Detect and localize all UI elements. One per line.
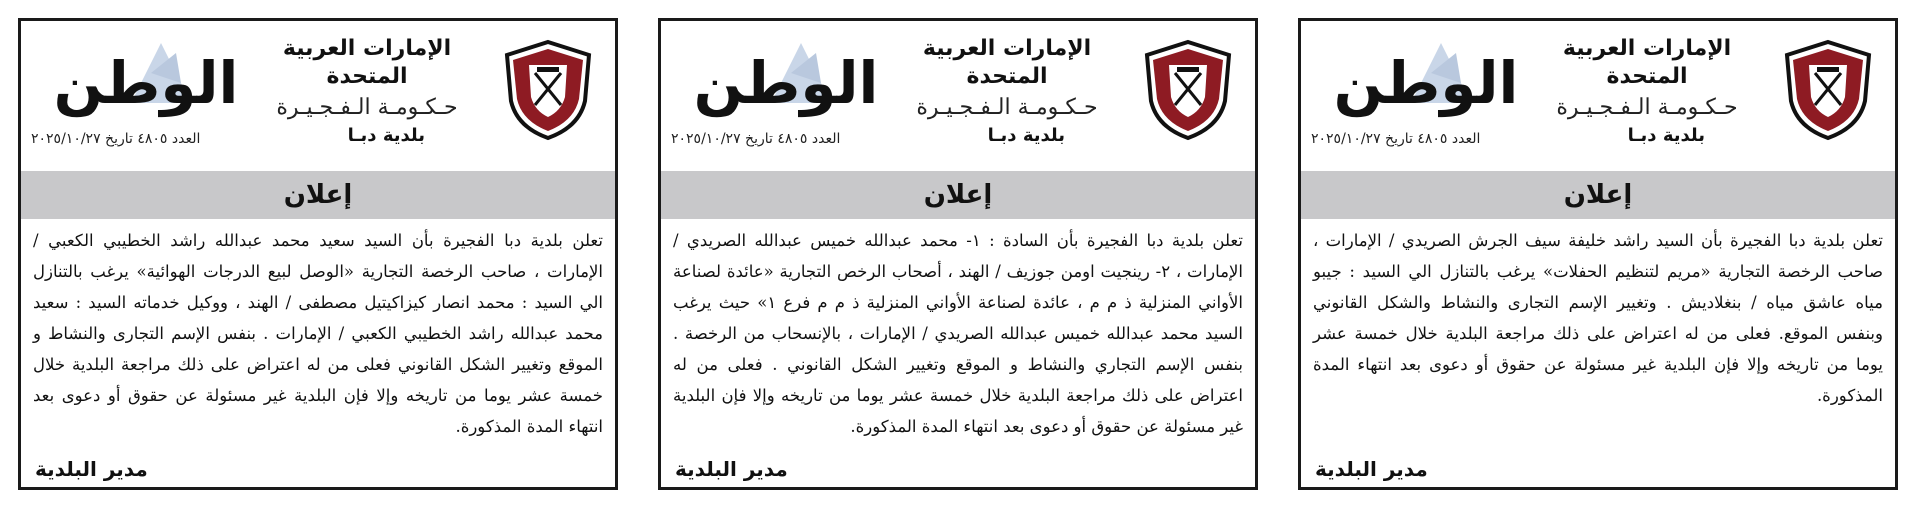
notice-title: إعلان [923,180,993,210]
municipality-name: بلدية دبـا [347,125,425,146]
municipality-name: بلدية دبـا [1627,125,1705,146]
government-name: حـكـومـة الـفـجـيـرة [276,95,458,120]
fujairah-emblem-icon [1783,39,1873,141]
fujairah-emblem-icon [503,39,593,141]
newspaper-logo [691,37,881,133]
signature: مدير البلدية [675,457,788,481]
government-name: حـكـومـة الـفـجـيـرة [916,95,1098,120]
newspaper-logo [51,37,241,133]
title-band [1301,171,1895,219]
notice-2 [658,18,1258,490]
government-block [247,35,487,125]
title-band [21,171,615,219]
municipality-name: بلدية دبـا [987,125,1065,146]
notice-title: إعلان [1563,180,1633,210]
notice-header [661,21,1255,171]
country-name: الإمارات العربية المتحدة [922,36,1092,89]
government-block [887,35,1127,125]
newspaper-name: الوطن [693,49,879,117]
government-block [1527,35,1767,125]
fujairah-emblem-icon [1143,39,1233,141]
title-band [661,171,1255,219]
country-name: الإمارات العربية المتحدة [282,36,452,89]
issue-line: العدد ٤٨٠٥ تاريخ ٢٠٢٥/١٠/٢٧ [31,131,201,147]
newspaper-logo [1331,37,1521,133]
notice-body: تعلن بلدية دبا الفجيرة بأن السيد راشد خليفة سيف الجرش الصريدي / الإمارات ، صاحب الرخصة التجارية «مريم لتنظيم الحفلات» يرغب بالتنازل الي السيد : جيبو مياه عاشق مياه / بنغلاديش . وتغيير الإسم التجارى والنشاط والشكل القانوني وبنفس الموقع. فعلى من له اعتراض على ذلك مراجعة البلدية خلال خمسة عشر يوما من تاريخه وإلا فإن البلدية غير مسئولة عن حقوق أو دعوى بعد انتهاء المدة المذكورة. [1313,231,1883,405]
notice-3 [18,18,618,490]
notice-body: تعلن بلدية دبا الفجيرة بأن السيد سعيد محمد عبدالله راشد الخطيبي الكعبي / الإمارات ، صاحب الرخصة التجارية «الوصل لبيع الدرجات الهوائية» يرغب بالتنازل الي السيد : محمد انصار كيزاكيتيل مصطفى / الهند ، ووكيل خدماته السيد : سعيد محمد عبدالله راشد الخطيبي الكعبي / الإمارات . بنفس الإسم التجارى والنشاط و الموقع وتغيير الشكل القانوني فعلى من له اعتراض على ذلك مراجعة البلدية خلال خمسة عشر يوما من تاريخه وإلا فإن البلدية غير مسئولة عن حقوق أو دعوى بعد انتهاء المدة المذكورة. [33,231,603,436]
notice-header [1301,21,1895,171]
newspaper-name: الوطن [1333,49,1519,117]
notice-1 [1298,18,1898,490]
signature: مدير البلدية [35,457,148,481]
issue-line: العدد ٤٨٠٥ تاريخ ٢٠٢٥/١٠/٢٧ [1311,131,1481,147]
country-name: الإمارات العربية المتحدة [1562,36,1732,89]
government-name: حـكـومـة الـفـجـيـرة [1556,95,1738,120]
notice-header [21,21,615,171]
newspaper-name: الوطن [53,49,239,117]
notice-title: إعلان [283,180,353,210]
signature: مدير البلدية [1315,457,1428,481]
notice-body: تعلن بلدية دبا الفجيرة بأن السادة : ١- محمد عبدالله خميس عبدالله الصريدي / الإمارات ، ٢- رينجيت اومن جوزيف / الهند ، أصحاب الرخص التجارية «عائدة لصناعة الأواني المنزلية ذ م م ، عائدة لصناعة الأواني المنزلية ذ م م فرع ١» حيث يرغب السيد محمد عبدالله خميس عبدالله الصريدي / الإمارات ، بالإنسحاب من الرخصة . بنفس الإسم التجاري والنشاط و الموقع وتغيير الشكل القانوني . فعلى من له اعتراض على ذلك مراجعة البلدية خلال خمسة عشر يوما من تاريخه وإلا فإن البلدية غير مسئولة عن حقوق أو دعوى بعد انتهاء المدة المذكورة. [673,231,1243,436]
issue-line: العدد ٤٨٠٥ تاريخ ٢٠٢٥/١٠/٢٧ [671,131,841,147]
